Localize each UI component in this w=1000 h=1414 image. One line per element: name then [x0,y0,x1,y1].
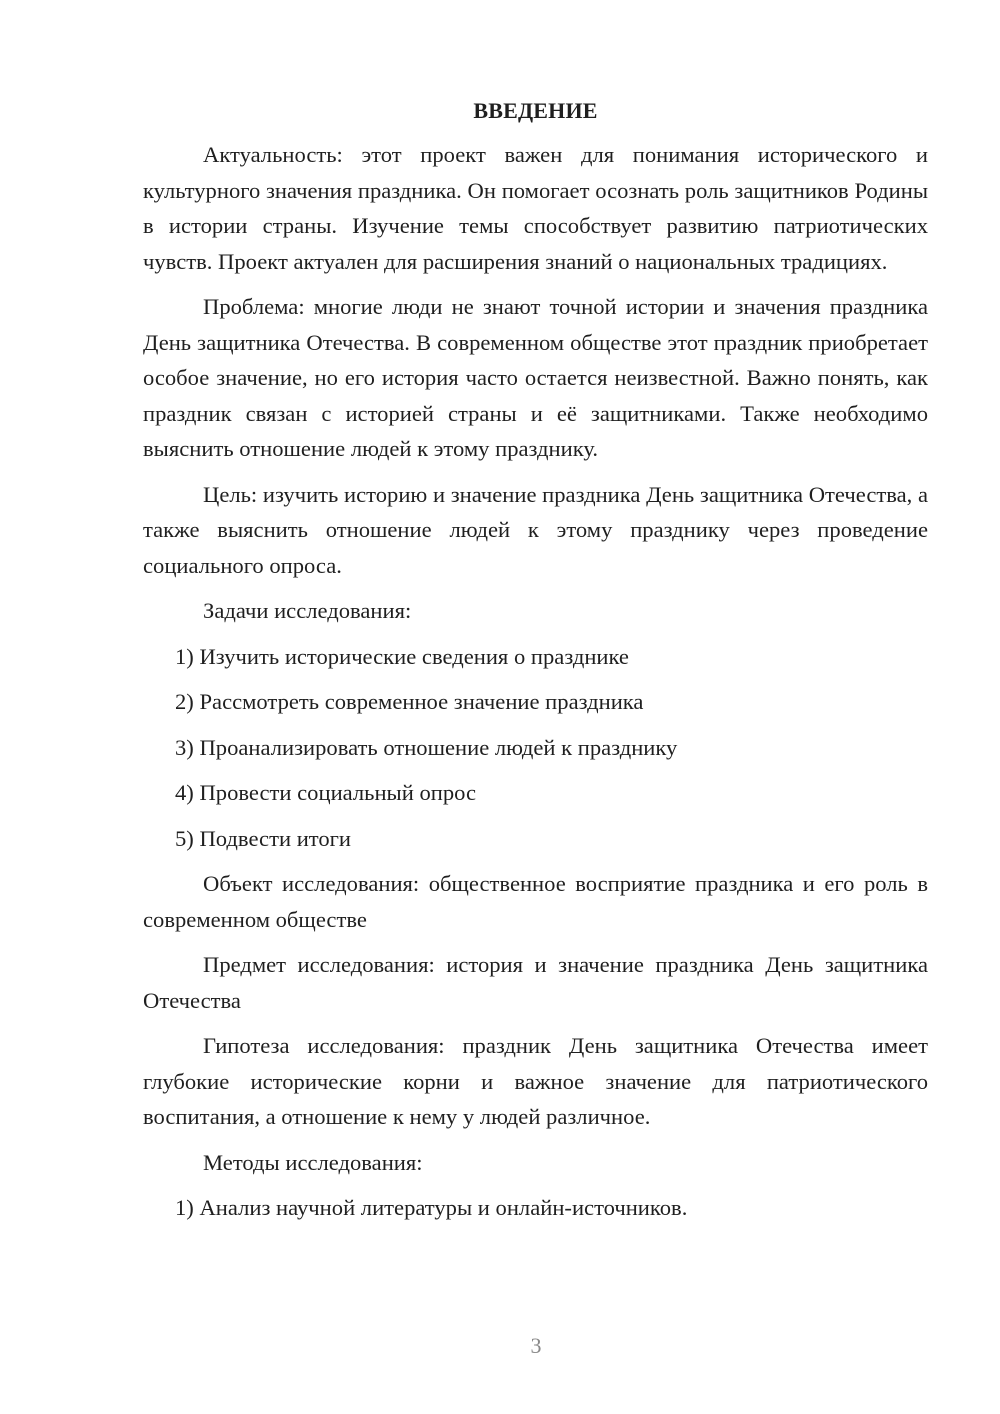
list-item: 5) Подвести итоги [175,825,352,851]
page-number: 3 [530,1333,542,1358]
list-item: 1) Анализ научной литературы и онлайн-источников. [175,1195,688,1220]
hypothesis-paragraph: Гипотеза исследования: праздник День защитника Отечества имеет глубокие исторические корни и важное значение для патриотического воспитания, а отношение к нему у людей различное. [143,1033,928,1129]
list-item: 1) Изучить исторические сведения о празднике [175,643,629,669]
list-item: 2) Рассмотреть современное значение праздника [175,689,644,714]
tasks-title: Задачи исследования: [203,598,412,623]
methods-list [143,1190,928,1226]
problem-paragraph: Проблема: многие люди не знают точной истории и значения праздника День защитника Отечества. В современном обществе этот праздник приобретает особое значение, но его история часто остается неизвестной. Важно понять, как праздник связан с историей страны и её защитниками. Также необходимо выяснить отношение людей к этому празднику. [143,294,928,461]
list-item: 4) Провести социальный опрос [175,780,477,805]
tasks-list [143,639,928,857]
subject-paragraph: Предмет исследования: история и значение праздника День защитника Отечества [143,952,928,1013]
goal-paragraph: Цель: изучить историю и значение праздника День защитника Отечества, а также выяснить отношение людей к этому празднику через проведение социального опроса. [143,481,928,578]
relevance-paragraph: Актуальность: этот проект важен для понимания исторического и культурного значения праздника. Он помогает осознать роль защитников Родины в истории страны. Изучение темы способствует развитию патриотических чувств. Проект актуален для расширения знаний о национальных традициях. [143,142,928,274]
methods-title: Методы исследования: [203,1149,423,1175]
object-paragraph: Объект исследования: общественное восприятие праздника и его роль в современном обществе [143,871,928,932]
section-heading: ВВЕДЕНИЕ [473,98,598,123]
list-item: 3) Проанализировать отношение людей к празднику [175,734,678,760]
page-content [143,96,928,1236]
